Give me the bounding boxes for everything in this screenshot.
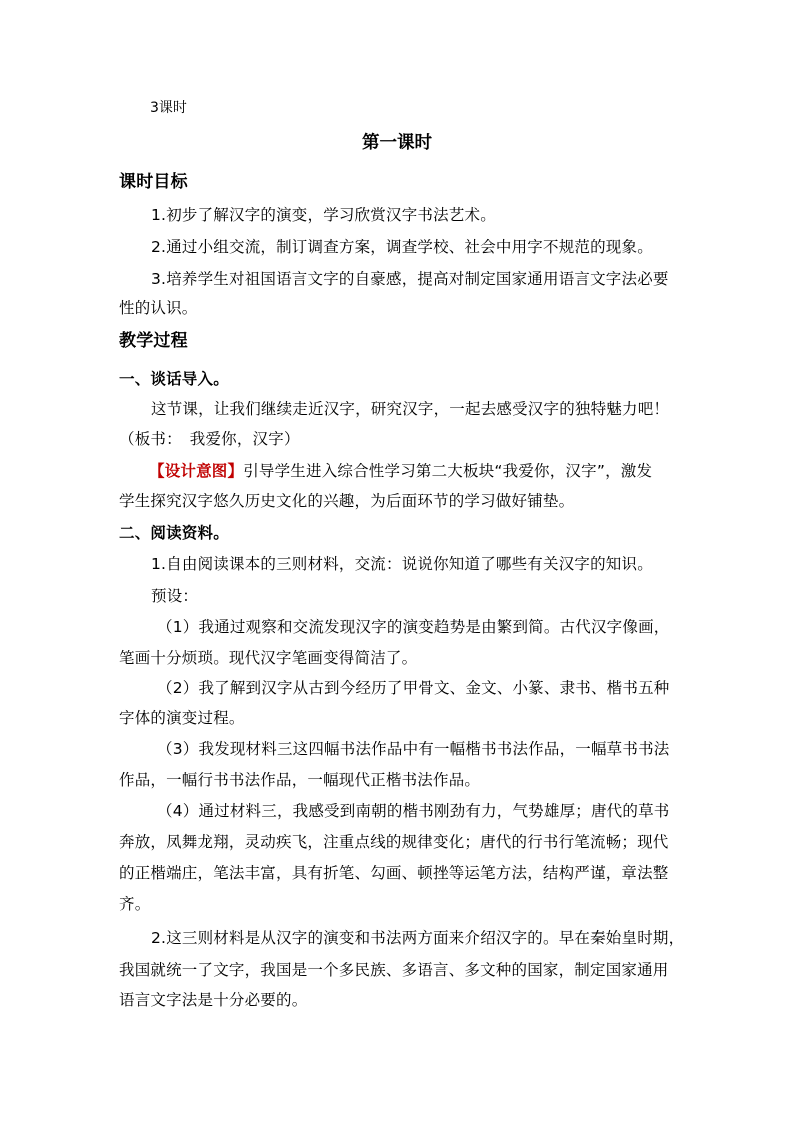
section2-item1: 1.自由阅读课本的三则材料，交流：说说你知道了哪些有关汉字的知识。 xyxy=(151,555,653,573)
goal-item-3: 3.培养学生对祖国语言文字的自豪感，提高对制定国家通用语言文字法必要 xyxy=(151,270,669,288)
preset-2-line1: （2）我了解到汉字从古到今经历了甲骨文、金文、小篆、隶书、楷书五种 xyxy=(157,679,670,697)
preset-4-line3: 的正楷端庄，笔法丰富，具有折笔、勾画、顿挫等运笔方法，结构严谨，章法整 xyxy=(119,864,669,882)
goal-item-2: 2.通过小组交流，制订调查方案，调查学校、社会中用字不规范的现象。 xyxy=(151,238,653,256)
design-intent-tag: 【设计意图】 xyxy=(149,462,244,480)
goal-item-3-cont: 性的认识。 xyxy=(119,299,198,317)
preset-4-line2: 奔放，凤舞龙翔，灵动疾飞，注重点线的规律变化；唐代的行书行笔流畅；现代 xyxy=(119,833,669,851)
section2-item2-line2: 我国就统一了文字，我国是一个多民族、多语言、多文种的国家，制定国家通用 xyxy=(119,961,669,979)
section1-para-line1: 这节课，让我们继续走近汉字，研究汉字，一起去感受汉字的独特魅力吧！ xyxy=(151,400,670,418)
preset-1-line1: （1）我通过观察和交流发现汉字的演变趋势是由繁到简。古代汉字像画， xyxy=(157,618,670,636)
preset-3-line1: （3）我发现材料三这四幅书法作品中有一幅楷书书法作品，一幅草书书法 xyxy=(157,740,670,758)
preset-3-line2: 作品，一幅行书书法作品，一幅现代正楷书法作品。 xyxy=(119,771,481,789)
lesson-count: 3课时 xyxy=(150,100,187,116)
section2-item2-line3: 语言文字法是十分必要的。 xyxy=(119,991,308,1009)
design-intent-text: 引导学生进入综合性学习第二大板块“我爱你，汉字”，激发 xyxy=(243,462,653,480)
preset-2-line2: 字体的演变过程。 xyxy=(119,709,245,727)
design-intent-line2: 学生探究汉字悠久历史文化的兴趣，为后面环节的学习做好铺垫。 xyxy=(119,492,575,510)
section1-title: 一、谈话导入。 xyxy=(119,370,229,388)
preset-4-line4: 齐。 xyxy=(119,895,151,913)
process-heading: 教学过程 xyxy=(119,331,188,351)
section1-para-line2: （板书： 我爱你，汉字） xyxy=(119,430,300,448)
preset-4-line1: （4）通过材料三，我感受到南朝的楷书刚劲有力，气势雄厚；唐代的草书 xyxy=(157,802,670,820)
section2-preset: 预设： xyxy=(151,587,199,605)
design-intent-line1 xyxy=(149,461,709,481)
goals-heading: 课时目标 xyxy=(119,172,188,192)
section2-title: 二、阅读资料。 xyxy=(119,524,229,542)
goal-item-1: 1.初步了解汉字的演变，学习欣赏汉字书法艺术。 xyxy=(151,206,496,224)
lesson-title: 第一课时 xyxy=(362,133,432,153)
preset-1-line2: 笔画十分烦琐。现代汉字笔画变得简洁了。 xyxy=(119,649,418,667)
section2-item2-line1: 2.这三则材料是从汉字的演变和书法两方面来介绍汉字的。早在秦始皇时期， xyxy=(151,929,685,947)
